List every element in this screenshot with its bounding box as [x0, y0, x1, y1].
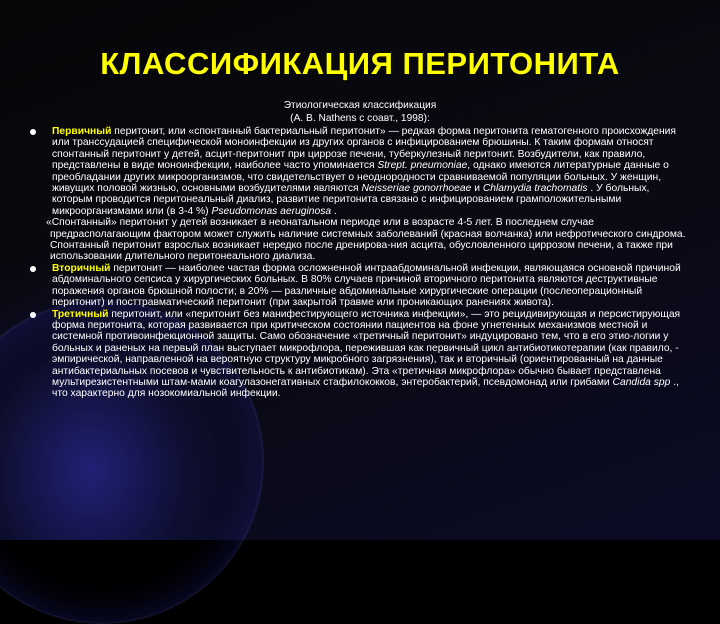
secondary-paragraph	[30, 263, 692, 309]
spontaneous-children-paragraph: «Спонтанный» перитонит у детей возникает в неонатальном периоде или в возрасте 4-5 лет. В последнем случае предрасполагающим фактором может служить наличие системных заболеваний (красная волчанка) или нефротического синдрома.	[46, 217, 686, 240]
primary-text-2: , однако имеются литературные данные о преобладании других микроорганизмов, что свидетельствует о неоднородности сравниваемой популяции больных. У женщин, живущих половой жизнью, основными возбудителями являются	[52, 160, 669, 195]
tertiary-text-2: ., что характерно для нозокомиальной инфекции.	[52, 376, 679, 400]
primary-text-3: и	[471, 183, 483, 195]
primary-italic-3: Chlamydia trachomatis	[482, 183, 588, 195]
primary-term: Первичный	[52, 126, 112, 137]
tertiary-paragraph	[30, 309, 692, 400]
bullet-icon	[30, 129, 36, 135]
primary-italic-2: Neisseriae gonorrhoeae	[361, 183, 472, 195]
secondary-term: Вторичный	[52, 262, 111, 274]
content-body	[30, 126, 692, 400]
secondary-text: перитонит — наиболее частая форма осложненной интраабдоминальной инфекции, являющаяся основной причиной абдоминального сепсиса у хирургических больных. В 80% случаев причиной вторичного перитонита являются деструктивные поражения органов брюшной полости; в 20% — различные абдоминальные хирургические операции (послеоперационный перитонит) и посттравматический перитонит (при закрытой травме или проникающих ранениях живота).	[52, 262, 681, 309]
spontaneous-adults-paragraph: Спонтанный перитонит взрослых возникает нередко после дренирова-ния асцита, обусловленного циррозом печени, а также при использовании длительного перитонеального диализа.	[50, 240, 673, 263]
tertiary-text-1: перитонит, или «перитонит без манифестирующего источника инфекции», — это рецидивирующая и персистирующая форма перитонита, которая развивается при критическом состоянии пациентов на фоне угнетенных механизмов местной и системной противоинфекционной защиты. Само обозначение «третичный перитонит» индуцировано тем, что в его этио-логии у больных и раненых на первый план выступает микрофлора, пережившая как первичный цикл антибиотикотерапии (как правило, - эмпирической, направленной на вероятную структуру микробного загрязнения), так и вторичный (ориентированный на данные антибактериальных посевов и чувствительность к антибиотикам). Эта «третичная микрофлора» обычно бывает представлена мультирезистентными штам-мами коагулазонегативных стафилококков, энтеробактерий, псевдомонад или грибами	[52, 308, 681, 388]
primary-italic-4: Pseudomonas aeruginosa	[211, 205, 332, 217]
primary-text-1: перитонит, или «спонтанный бактериальный перитонит» — редкая форма перитонита гематогенного происхождения или транссудацией специфической моноинфекции из других органов с инфицированием брюшины. К таким формам относят спонтанный перитонит у детей, асцит-перитонит при циррозе печени, туберкулезный перитонит. Возбудители, как правило, представлены в виде моноинфекции, наиболее часто упоминается	[52, 126, 676, 172]
subtitle-line-2: (А. В. Nathens с соавт., 1998):	[290, 113, 430, 124]
tertiary-italic-1: Candida spp	[612, 376, 671, 388]
primary-text-4: . У больных, которым проводится перитонеальный диализ, развитие перитонита связано с инфицированием грамположительными микроорганизмами или (в 3-4 %)	[52, 183, 650, 217]
tertiary-term: Третичный	[52, 308, 109, 320]
primary-paragraph	[30, 126, 692, 217]
subtitle-line-1: Этиологическая классификация	[283, 100, 437, 111]
primary-text-5: .	[331, 205, 337, 217]
subtitle	[240, 99, 480, 125]
bullet-icon	[30, 312, 36, 318]
slide-title: КЛАССИФИКАЦИЯ ПЕРИТОНИТА	[100, 46, 620, 81]
bullet-icon	[30, 266, 36, 272]
primary-italic-1: Strept. pneumoniae	[377, 160, 468, 172]
